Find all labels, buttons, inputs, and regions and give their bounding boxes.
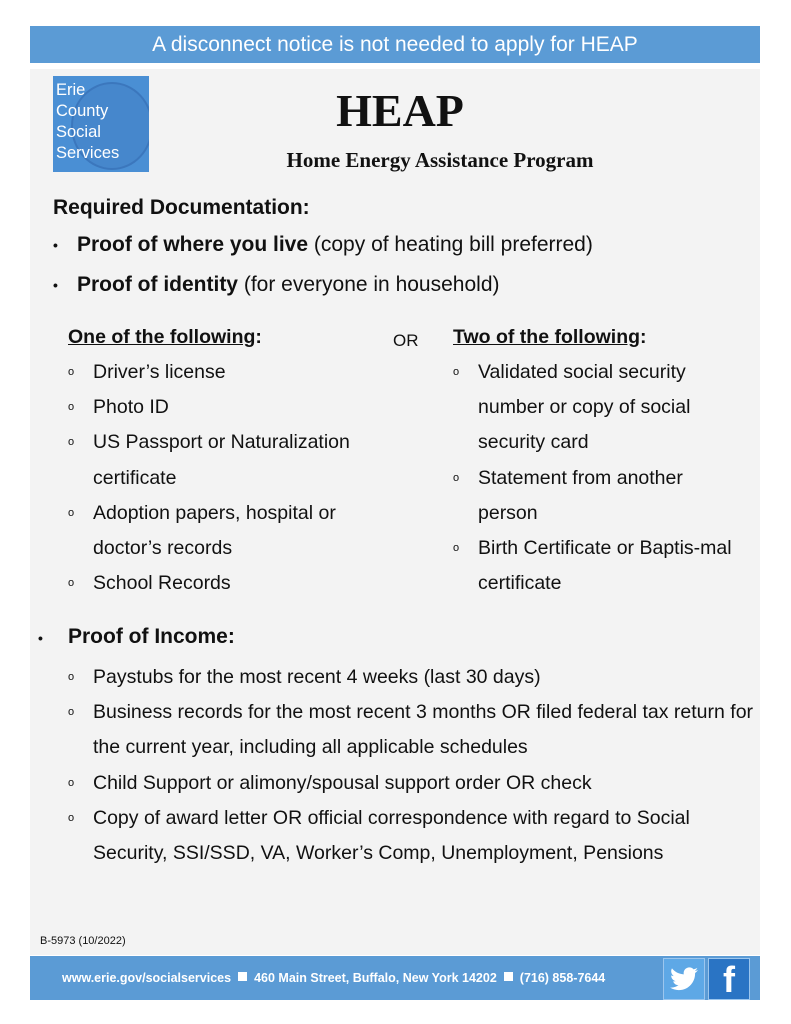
square-separator-icon [238, 972, 247, 981]
list-item: o Statement from another person [453, 461, 743, 531]
square-separator-icon [504, 972, 513, 981]
list-item: o Adoption papers, hospital or doctor’s records [68, 496, 388, 566]
circle-bullet-icon: o [68, 366, 75, 378]
two-of-list [453, 355, 743, 601]
bullet-icon: • [38, 630, 43, 646]
circle-bullet-icon: o [453, 542, 460, 555]
phone: (716) 858-7644 [519, 971, 606, 985]
or-separator: OR [393, 331, 419, 350]
page-title: HEAP [336, 85, 464, 136]
list-item: o Validated social security number or copy of social security card [453, 355, 743, 461]
circle-bullet-icon: o [453, 471, 460, 484]
erie-county-logo [53, 76, 149, 172]
one-of-list [68, 355, 388, 601]
list-item: o School Records [68, 566, 388, 601]
list-item: o Paystubs for the most recent 4 weeks (last 30 days) [68, 660, 758, 695]
circle-bullet-icon: o [68, 811, 75, 824]
circle-bullet-icon: o [68, 577, 75, 590]
required-documentation-heading: Required Documentation: [53, 196, 310, 219]
list-item: o Copy of award letter OR official correspondence with regard to Social Security, SSI/SSD, VA, Worker’s Comp, Unemployment, Pensions [68, 801, 758, 871]
twitter-bird-icon [670, 967, 698, 991]
list-item: o Driver’s license [68, 355, 388, 390]
list-item: o Business records for the most recent 3 months OR filed federal tax return for the current year, including all applicable schedules [68, 695, 758, 765]
list-item: o Child Support or alimony/spousal support order OR check [68, 766, 758, 801]
two-of-following-column: Two of the following: o Validated social security number or copy of social security card o Statement from another person o Birth Certificate or Baptis-mal certificate [453, 326, 743, 601]
circle-bullet-icon: o [68, 401, 75, 414]
list-item: o Photo ID [68, 390, 388, 425]
required-item-identity: • Proof of identity (for everyone in household) [53, 273, 500, 296]
circle-bullet-icon: o [453, 366, 460, 378]
twitter-icon[interactable] [663, 958, 705, 1000]
website-link[interactable]: www.erie.gov/socialservices [62, 971, 232, 985]
footer [30, 956, 760, 1000]
circle-bullet-icon: o [68, 671, 75, 683]
one-of-following-column: One of the following: o Driver’s license o Photo ID o US Passport or Naturalization certificate o Adoption papers, hospital or doctor’s records o School Records [68, 326, 388, 601]
form-id: B-5973 (10/2022) [40, 935, 126, 947]
proof-of-income-heading: • Proof of Income: [38, 625, 235, 648]
list-item: o Birth Certificate or Baptis-mal certificate [453, 531, 743, 601]
income-list [68, 660, 758, 871]
circle-bullet-icon: o [68, 506, 75, 519]
top-banner [30, 26, 760, 63]
required-item-residence: • Proof of where you live (copy of heating bill preferred) [53, 233, 593, 256]
page-subtitle: Home Energy Assistance Program [286, 148, 594, 172]
bullet-icon: • [53, 277, 58, 294]
one-of-heading: One of the following [68, 326, 256, 348]
bullet-icon: • [53, 237, 58, 254]
banner-text: A disconnect notice is not needed to apply for HEAP [152, 33, 638, 56]
circle-bullet-icon: o [68, 706, 75, 719]
facebook-icon[interactable]: f [708, 958, 750, 1000]
circle-bullet-icon: o [68, 436, 75, 449]
list-item: o US Passport or Naturalization certificate [68, 425, 388, 495]
footer-contact [62, 956, 605, 1000]
address: 460 Main Street, Buffalo, New York 14202 [254, 971, 497, 985]
two-of-heading: Two of the following [453, 326, 641, 348]
circle-bullet-icon: o [68, 776, 75, 789]
logo-text: Erie County Social Services [56, 81, 120, 162]
